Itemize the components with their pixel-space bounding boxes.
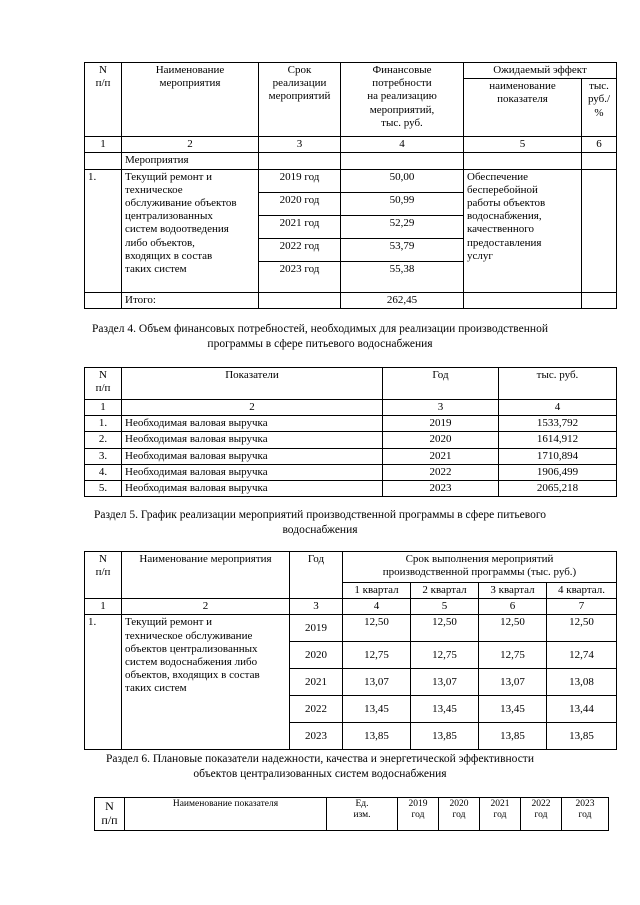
section-6-line1: Раздел 6. Плановые показатели надежности, качества и энергетической эффективности	[106, 753, 534, 765]
section-6-heading	[0, 752, 640, 782]
section-label: Мероприятия	[122, 153, 259, 169]
col-number: 7	[547, 599, 617, 615]
header-q1: 1 квартал	[343, 583, 411, 599]
header-num: N п/п	[85, 552, 122, 599]
header-name: Наименование мероприятия	[122, 63, 259, 137]
indicators-table	[94, 797, 609, 831]
col-number: 2	[122, 599, 290, 615]
header-2023: 2023 год	[562, 798, 609, 831]
section-6-line2: объектов централизованных систем водоснабжения	[193, 767, 447, 780]
header-num: N п/п	[95, 798, 125, 831]
section-4-heading	[0, 322, 640, 352]
section-5-heading	[0, 508, 640, 538]
section-4-line2: программы в сфере питьевого водоснабжения	[207, 337, 433, 350]
header-term: Срок реализации мероприятий	[259, 63, 341, 137]
header-effect: Ожидаемый эффект	[464, 63, 617, 79]
header-2021: 2021 год	[480, 798, 521, 831]
revenue-table	[84, 367, 617, 497]
table-row: 3. Необходимая валовая выручка 2021 1710,894	[85, 448, 617, 464]
section-5-line1: Раздел 5. График реализации мероприятий производственной программы в сфере питьевого	[93, 509, 547, 521]
total-value: 262,45	[341, 292, 464, 308]
header-q2: 2 квартал	[411, 583, 479, 599]
year-cell: 2019 год	[259, 169, 341, 192]
table-row: 1. Необходимая валовая выручка 2019 1533,792	[85, 416, 617, 432]
header-term: Срок выполнения мероприятий производственной программы (тыс. руб.)	[343, 552, 617, 583]
header-2020: 2020 год	[439, 798, 480, 831]
col-number: 5	[464, 137, 582, 153]
header-year: Год	[290, 552, 343, 599]
col-number: 6	[479, 599, 547, 615]
header-indicator: Показатели	[122, 368, 383, 400]
col-number: 3	[383, 400, 499, 416]
year-cell: 2021 год	[259, 215, 341, 238]
year-cell: 2020 год	[259, 192, 341, 215]
header-num: N п/п	[85, 63, 122, 137]
col-number: 4	[343, 599, 411, 615]
col-number: 4	[341, 137, 464, 153]
col-number: 2	[122, 400, 383, 416]
col-number: 4	[499, 400, 617, 416]
header-name: Наименование мероприятия	[122, 552, 290, 599]
amount-cell: 50,00	[341, 169, 464, 192]
header-num: N п/п	[85, 368, 122, 400]
header-finance: Финансовые потребности на реализацию мероприятий, тыс. руб.	[341, 63, 464, 137]
table-row: 2. Необходимая валовая выручка 2020 1614,912	[85, 432, 617, 448]
col-number: 6	[582, 137, 617, 153]
measure-name: Текущий ремонт и техническое обслуживание объектов централизованных систем водоснабжения либо объектов, входящих в состав таких систем	[122, 615, 290, 750]
header-unit: Ед. изм.	[327, 798, 398, 831]
header-name: Наименование показателя	[125, 798, 327, 831]
amount-cell: 53,79	[341, 238, 464, 261]
col-number: 3	[259, 137, 341, 153]
header-2019: 2019 год	[398, 798, 439, 831]
col-number: 1	[85, 599, 122, 615]
col-number: 1	[85, 137, 122, 153]
year-cell: 2020	[290, 642, 343, 669]
total-label: Итого:	[122, 292, 259, 308]
expected-effect: Обеспечение бесперебойной работы объектов водоснабжения, качественного предоставления услуг	[464, 169, 582, 292]
year-cell: 2023	[290, 723, 343, 750]
amount-cell: 50,99	[341, 192, 464, 215]
header-q4: 4 квартал.	[547, 583, 617, 599]
measures-table	[84, 62, 617, 309]
header-unit: тыс. руб./ %	[582, 79, 617, 137]
amount-cell: 55,38	[341, 261, 464, 292]
section-5-line2: водоснабжения	[282, 523, 358, 536]
year-cell: 2019	[290, 615, 343, 642]
header-2022: 2022 год	[521, 798, 562, 831]
header-value: тыс. руб.	[499, 368, 617, 400]
header-indicator: наименование показателя	[464, 79, 582, 137]
header-q3: 3 квартал	[479, 583, 547, 599]
amount-cell: 52,29	[341, 215, 464, 238]
year-cell: 2022	[290, 696, 343, 723]
year-cell: 2023 год	[259, 261, 341, 292]
col-number: 2	[122, 137, 259, 153]
year-cell: 2021	[290, 669, 343, 696]
table-row: 5. Необходимая валовая выручка 2023 2065,218	[85, 480, 617, 496]
col-number: 5	[411, 599, 479, 615]
measure-name: Текущий ремонт и техническое обслуживание объектов централизованных систем водоотведения либо объектов, входящих в состав таких систем	[122, 169, 259, 292]
col-number: 1	[85, 400, 122, 416]
col-number: 3	[290, 599, 343, 615]
table-row: 4. Необходимая валовая выручка 2022 1906,499	[85, 464, 617, 480]
header-year: Год	[383, 368, 499, 400]
schedule-table: N п/п Наименование мероприятия Год Срок выполнения мероприятий производственной программы (тыс. руб.) 1 квартал 2 квартал 3 квартал 4 квартал. 1 2 3 4 5 6 7 1. Текущий ремонт и техническое обслуживание объектов централизованных систем водоснабжения либо объектов, входящих в состав таких систем 2019 12,50 12,50 12,50 12,50 2020 12,75 12,75 12,75 12,74 2021 13,07 13,07 13,07 13,08 2022 13,45 13,45 13,45 13,44 2023 13,85 13,85 13,85 13,85	[84, 551, 617, 750]
row-num: 1.	[85, 615, 122, 750]
row-num: 1.	[85, 169, 122, 292]
section-4-line1: Раздел 4. Объем финансовых потребностей, необходимых для реализации производственной	[92, 323, 548, 335]
year-cell: 2022 год	[259, 238, 341, 261]
